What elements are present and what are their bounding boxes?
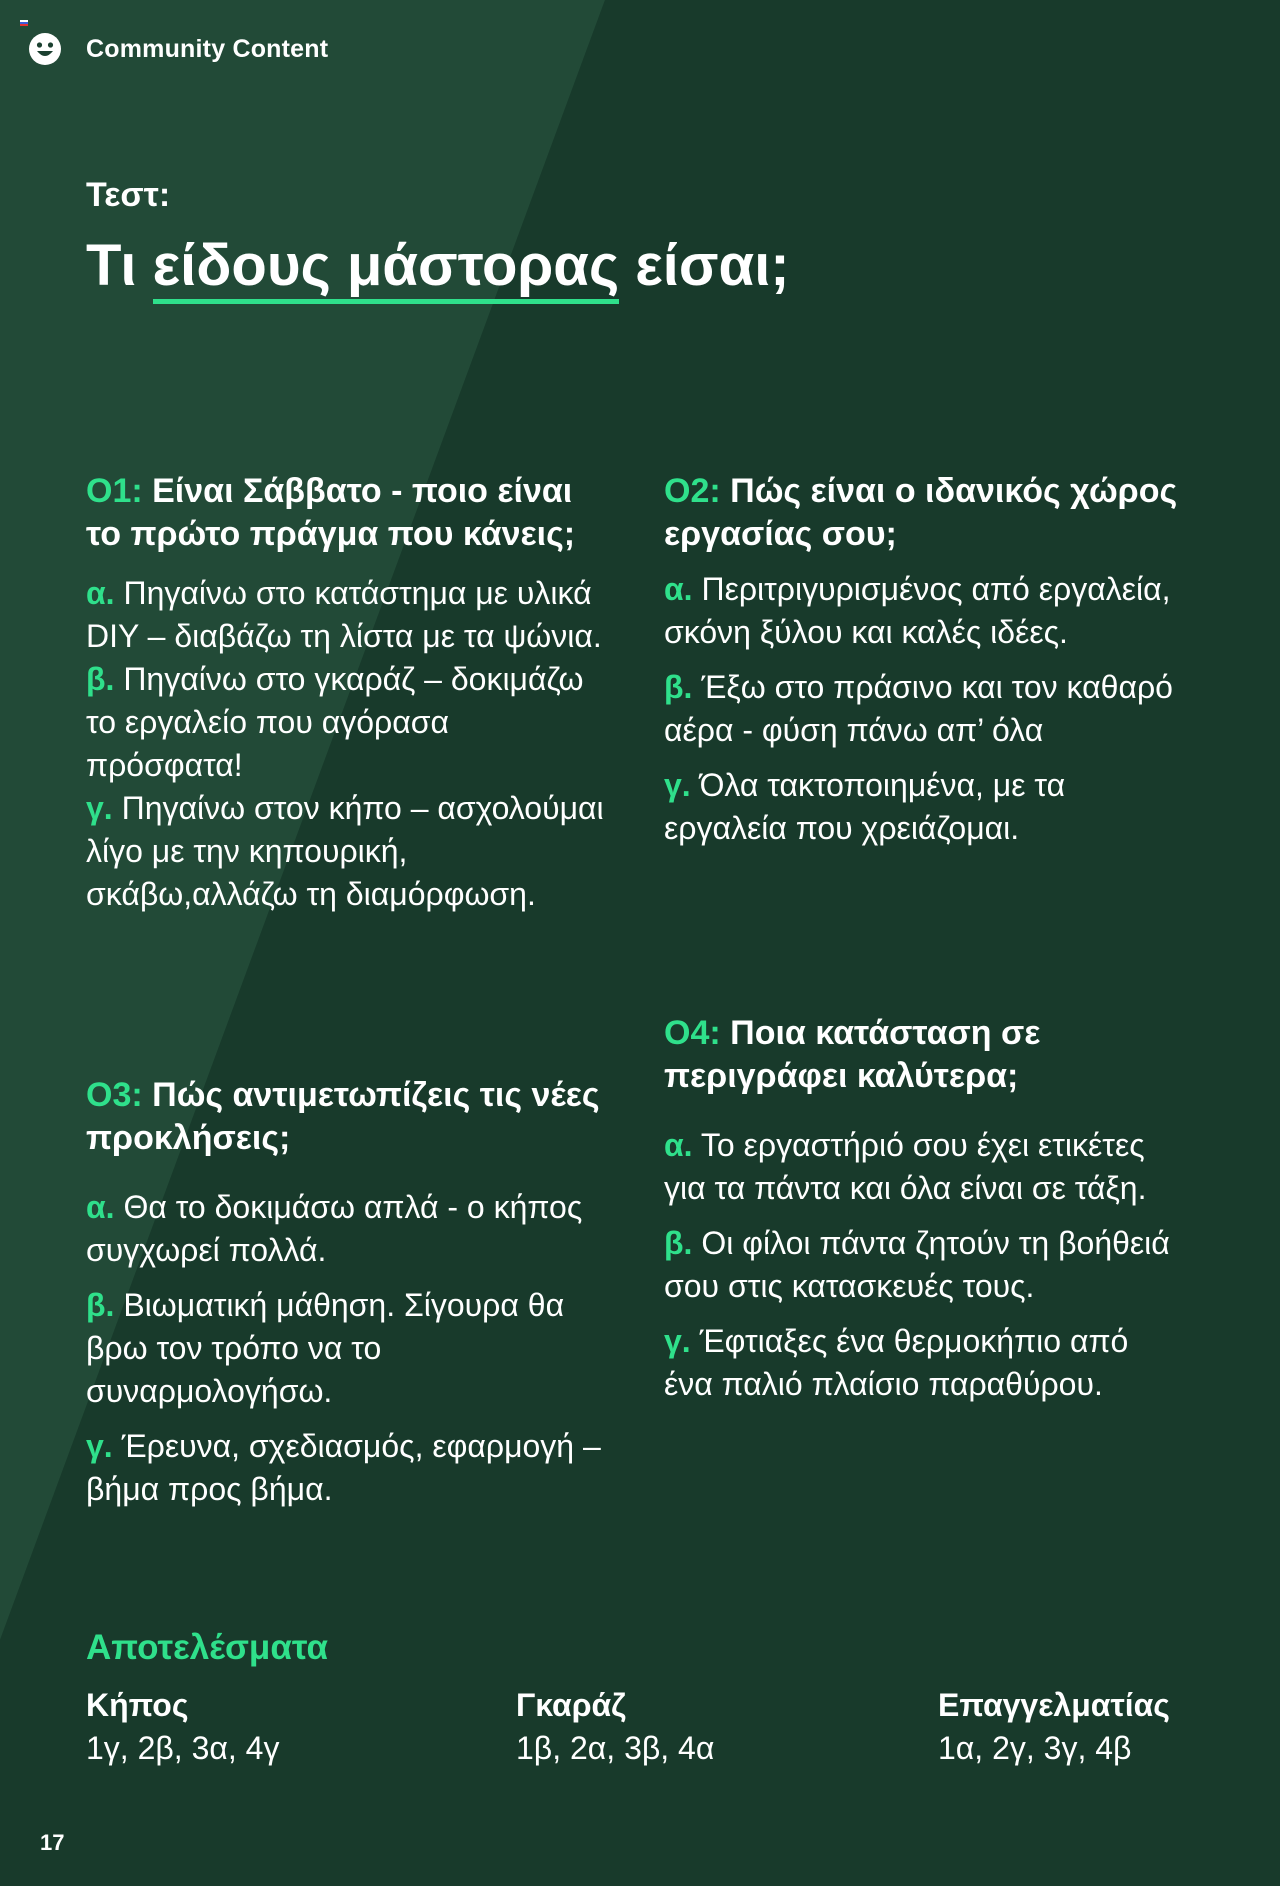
question-1-option-b <box>86 658 606 787</box>
question-4-text: Ποια κατάσταση σε περιγράφει καλύτερα; <box>664 1014 1041 1095</box>
question-2-option-a <box>664 568 1184 654</box>
result-name: Επαγγελματίας <box>938 1687 1170 1723</box>
option-letter: α. <box>664 1127 693 1163</box>
option-text: Βιωματική μάθηση. Σίγουρα θα βρω τον τρόπο να το συναρμολογήσω. <box>86 1287 565 1409</box>
header <box>28 32 328 66</box>
question-4-block <box>664 1012 1184 1406</box>
question-4-option-a <box>664 1124 1184 1210</box>
question-3-option-b <box>86 1284 606 1413</box>
option-text: Πηγαίνω στον κήπο – ασχολούμαι λίγο με την κηπουρική, σκάβω,αλλάζω τη διαμόρφωση. <box>86 790 604 912</box>
question-3-text: Πώς αντιμετωπίζεις τις νέες προκλήσεις; <box>86 1076 600 1157</box>
option-letter: γ. <box>664 767 691 803</box>
question-4-option-c <box>664 1320 1184 1406</box>
option-text: Το εργαστήριό σου έχει ετικέτες για τα πάντα και όλα είναι σε τάξη. <box>664 1127 1147 1206</box>
question-1-option-c <box>86 787 606 916</box>
option-letter: γ. <box>664 1323 691 1359</box>
result-answers: 1α, 2γ, 3γ, 4β <box>938 1730 1132 1766</box>
title-highlight: είδους μάστορας <box>153 236 620 304</box>
question-4-option-b <box>664 1222 1184 1308</box>
option-letter: β. <box>86 1287 115 1323</box>
option-letter: β. <box>664 1225 693 1261</box>
question-1-title <box>86 470 606 556</box>
test-label: Τεστ: <box>86 176 171 214</box>
question-1-block <box>86 470 606 916</box>
result-garage <box>516 1684 714 1770</box>
option-text: Έξω στο πράσινο και τον καθαρό αέρα - φύση πάνω απ’ όλα <box>664 669 1173 748</box>
option-text: Έφτιαξες ένα θερμοκήπιο από ένα παλιό πλαίσιο παραθύρου. <box>664 1323 1129 1402</box>
brand-name: Community Content <box>86 34 329 63</box>
option-letter: γ. <box>86 790 113 826</box>
result-name: Κήπος <box>86 1687 189 1723</box>
question-1-number: Ο1: <box>86 472 143 510</box>
question-2-option-c <box>664 764 1184 850</box>
flag-icon <box>20 20 28 26</box>
result-professional <box>938 1684 1170 1770</box>
question-1-text: Είναι Σάββατο - ποιο είναι το πρώτο πράγμα που κάνεις; <box>86 472 576 553</box>
question-4-title <box>664 1012 1184 1098</box>
question-3-title <box>86 1074 606 1160</box>
result-answers: 1γ, 2β, 3α, 4γ <box>86 1730 280 1766</box>
option-letter: γ. <box>86 1428 113 1464</box>
question-4-number: Ο4: <box>664 1014 721 1052</box>
question-3-block <box>86 1074 606 1511</box>
option-text: Περιτριγυρισμένος από εργαλεία, σκόνη ξύλου και καλές ιδέες. <box>664 571 1171 650</box>
question-2-title <box>664 470 1184 556</box>
question-2-text: Πώς είναι ο ιδανικός χώρος εργασίας σου; <box>664 472 1178 553</box>
option-letter: α. <box>86 575 115 611</box>
question-2-number: Ο2: <box>664 472 721 510</box>
result-answers: 1β, 2α, 3β, 4α <box>516 1730 715 1766</box>
option-letter: β. <box>664 669 693 705</box>
smiley-icon <box>28 32 62 66</box>
option-text: Οι φίλοι πάντα ζητούν τη βοήθειά σου στις κατασκευές τους. <box>664 1225 1170 1304</box>
title-suffix: είσαι; <box>619 233 790 298</box>
question-1-option-a <box>86 572 606 658</box>
question-2-block <box>664 470 1184 850</box>
results-title: Αποτελέσματα <box>86 1628 329 1667</box>
option-text: Πηγαίνω στο κατάστημα με υλικά DIY – διαβάζω τη λίστα με τα ψώνια. <box>86 575 602 654</box>
title-prefix: Τι <box>86 233 153 298</box>
question-3-option-a <box>86 1186 606 1272</box>
page-number: 17 <box>40 1830 65 1855</box>
option-letter: β. <box>86 661 115 697</box>
option-text: Όλα τακτοποιημένα, με τα εργαλεία που χρειάζομαι. <box>664 767 1066 846</box>
result-garden <box>86 1684 279 1770</box>
result-name: Γκαράζ <box>516 1687 626 1723</box>
question-3-number: Ο3: <box>86 1076 143 1114</box>
option-letter: α. <box>86 1189 115 1225</box>
question-2-option-b <box>664 666 1184 752</box>
option-text: Θα το δοκιμάσω απλά - ο κήπος συγχωρεί πολλά. <box>86 1189 583 1268</box>
option-text: Πηγαίνω στο γκαράζ – δοκιμάζω το εργαλείο που αγόρασα πρόσφατα! <box>86 661 584 783</box>
option-text: Έρευνα, σχεδιασμός, εφαρμογή – βήμα προς βήμα. <box>86 1428 601 1507</box>
question-3-option-c <box>86 1425 606 1511</box>
option-letter: α. <box>664 571 693 607</box>
page-title <box>86 232 790 304</box>
